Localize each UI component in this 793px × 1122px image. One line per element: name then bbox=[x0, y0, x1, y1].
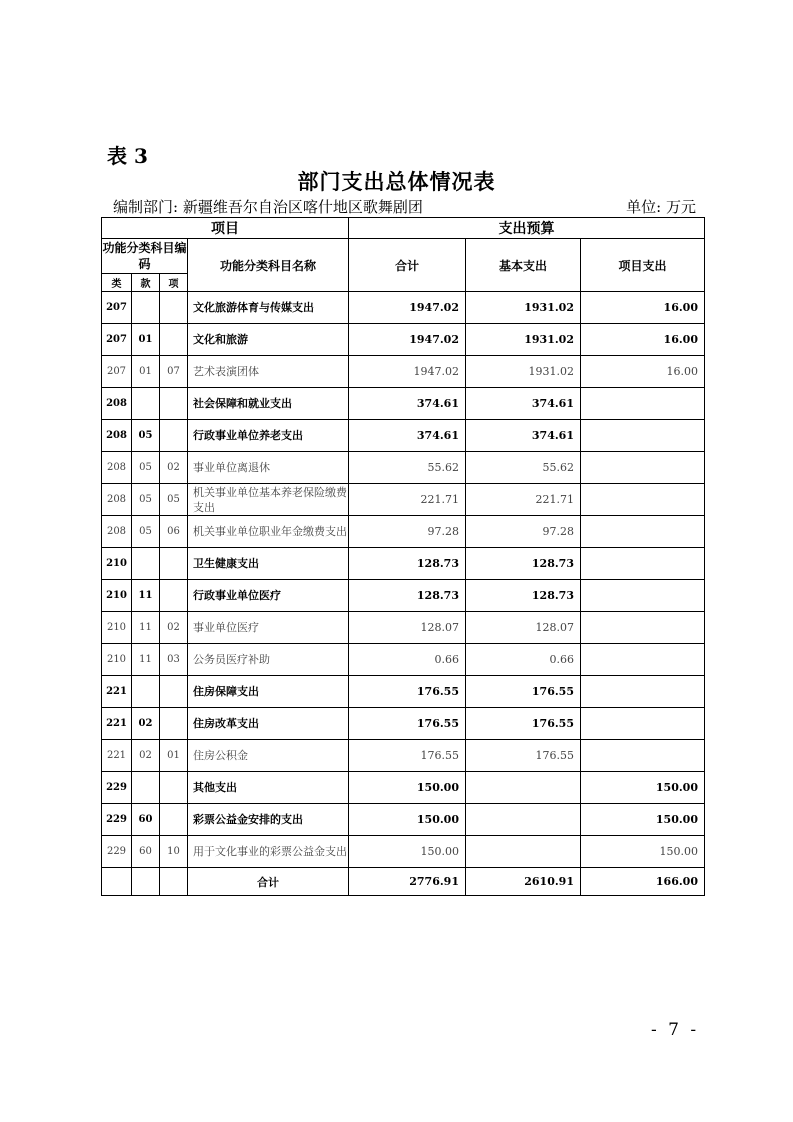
header-total-col: 合计 bbox=[349, 239, 466, 292]
basic-value bbox=[466, 804, 581, 836]
basic-value: 1931.02 bbox=[466, 292, 581, 324]
table-row bbox=[102, 452, 705, 484]
total-value: 150.00 bbox=[349, 804, 466, 836]
header-name-col: 功能分类科目名称 bbox=[188, 239, 349, 292]
total-value: 221.71 bbox=[349, 484, 466, 516]
code-kuan bbox=[132, 772, 160, 804]
project-value bbox=[581, 484, 705, 516]
table-row bbox=[102, 644, 705, 676]
total-value: 1947.02 bbox=[349, 324, 466, 356]
header-project: 项目 bbox=[102, 218, 349, 239]
basic-value: 176.55 bbox=[466, 708, 581, 740]
header-project-col: 项目支出 bbox=[581, 239, 705, 292]
basic-value bbox=[466, 836, 581, 868]
code-xiang: 02 bbox=[160, 452, 188, 484]
code-kuan: 11 bbox=[132, 612, 160, 644]
project-value bbox=[581, 708, 705, 740]
code-xiang bbox=[160, 676, 188, 708]
code-lei: 210 bbox=[102, 580, 132, 612]
department-label: 编制部门: 新疆维吾尔自治区喀什地区歌舞剧团 bbox=[113, 198, 423, 216]
code-kuan: 11 bbox=[132, 644, 160, 676]
basic-value: 176.55 bbox=[466, 740, 581, 772]
total-value: 128.73 bbox=[349, 580, 466, 612]
code-kuan: 05 bbox=[132, 420, 160, 452]
table-row bbox=[102, 612, 705, 644]
item-name: 彩票公益金安排的支出 bbox=[188, 804, 349, 836]
total-value: 55.62 bbox=[349, 452, 466, 484]
code-xiang: 10 bbox=[160, 836, 188, 868]
code-kuan: 01 bbox=[132, 324, 160, 356]
code-kuan: 01 bbox=[132, 356, 160, 388]
code-kuan bbox=[132, 292, 160, 324]
code-kuan: 05 bbox=[132, 484, 160, 516]
basic-value bbox=[466, 772, 581, 804]
total-value: 150.00 bbox=[349, 772, 466, 804]
total-value: 176.55 bbox=[349, 740, 466, 772]
item-name: 艺术表演团体 bbox=[188, 356, 349, 388]
code-xiang: 03 bbox=[160, 644, 188, 676]
code-lei: 208 bbox=[102, 452, 132, 484]
code-kuan bbox=[132, 388, 160, 420]
project-value bbox=[581, 612, 705, 644]
code-xiang bbox=[160, 868, 188, 896]
basic-value: 374.61 bbox=[466, 420, 581, 452]
code-xiang bbox=[160, 548, 188, 580]
project-value: 16.00 bbox=[581, 292, 705, 324]
code-xiang bbox=[160, 388, 188, 420]
item-name: 卫生健康支出 bbox=[188, 548, 349, 580]
code-xiang bbox=[160, 292, 188, 324]
code-lei: 210 bbox=[102, 612, 132, 644]
basic-value: 1931.02 bbox=[466, 356, 581, 388]
page-title: 部门支出总体情况表 bbox=[297, 169, 496, 194]
item-name: 社会保障和就业支出 bbox=[188, 388, 349, 420]
code-xiang: 07 bbox=[160, 356, 188, 388]
code-kuan: 60 bbox=[132, 804, 160, 836]
basic-value: 1931.02 bbox=[466, 324, 581, 356]
table-row bbox=[102, 676, 705, 708]
item-name: 用于文化事业的彩票公益金支出 bbox=[188, 836, 349, 868]
project-value bbox=[581, 388, 705, 420]
item-name: 住房改革支出 bbox=[188, 708, 349, 740]
code-kuan: 60 bbox=[132, 836, 160, 868]
table-row bbox=[102, 740, 705, 772]
code-lei: 208 bbox=[102, 388, 132, 420]
code-lei: 229 bbox=[102, 804, 132, 836]
header-budget: 支出预算 bbox=[349, 218, 705, 239]
item-name: 住房公积金 bbox=[188, 740, 349, 772]
basic-value: 128.07 bbox=[466, 612, 581, 644]
code-lei: 221 bbox=[102, 708, 132, 740]
code-xiang bbox=[160, 772, 188, 804]
project-value bbox=[581, 740, 705, 772]
unit-label: 单位: 万元 bbox=[626, 198, 696, 216]
project-value bbox=[581, 452, 705, 484]
item-name: 其他支出 bbox=[188, 772, 349, 804]
totals-project: 166.00 bbox=[581, 868, 705, 896]
code-kuan bbox=[132, 868, 160, 896]
code-kuan: 05 bbox=[132, 452, 160, 484]
expenditure-table bbox=[101, 217, 705, 896]
code-lei: 207 bbox=[102, 356, 132, 388]
item-name: 文化旅游体育与传媒支出 bbox=[188, 292, 349, 324]
totals-label: 合计 bbox=[188, 868, 349, 896]
item-name: 行政事业单位养老支出 bbox=[188, 420, 349, 452]
total-value: 150.00 bbox=[349, 836, 466, 868]
table-row bbox=[102, 708, 705, 740]
code-kuan: 11 bbox=[132, 580, 160, 612]
totals-basic: 2610.91 bbox=[466, 868, 581, 896]
table-label: 表 3 bbox=[107, 144, 148, 168]
project-value bbox=[581, 580, 705, 612]
basic-value: 128.73 bbox=[466, 548, 581, 580]
code-xiang: 02 bbox=[160, 612, 188, 644]
project-value bbox=[581, 516, 705, 548]
code-lei: 221 bbox=[102, 676, 132, 708]
code-lei: 229 bbox=[102, 836, 132, 868]
page-number: - 7 - bbox=[651, 1020, 700, 1040]
total-value: 128.73 bbox=[349, 548, 466, 580]
table-row bbox=[102, 356, 705, 388]
code-kuan bbox=[132, 548, 160, 580]
total-value: 1947.02 bbox=[349, 292, 466, 324]
basic-value: 0.66 bbox=[466, 644, 581, 676]
table-row bbox=[102, 516, 705, 548]
project-value bbox=[581, 676, 705, 708]
table-row bbox=[102, 388, 705, 420]
item-name: 事业单位离退休 bbox=[188, 452, 349, 484]
code-lei: 210 bbox=[102, 548, 132, 580]
total-value: 128.07 bbox=[349, 612, 466, 644]
item-name: 公务员医疗补助 bbox=[188, 644, 349, 676]
totals-row bbox=[102, 868, 705, 896]
project-value: 150.00 bbox=[581, 836, 705, 868]
project-value: 150.00 bbox=[581, 804, 705, 836]
table-row bbox=[102, 548, 705, 580]
code-xiang bbox=[160, 580, 188, 612]
total-value: 1947.02 bbox=[349, 356, 466, 388]
code-lei: 207 bbox=[102, 324, 132, 356]
table-row bbox=[102, 580, 705, 612]
basic-value: 374.61 bbox=[466, 388, 581, 420]
code-xiang bbox=[160, 324, 188, 356]
project-value bbox=[581, 548, 705, 580]
header-basic-col: 基本支出 bbox=[466, 239, 581, 292]
code-kuan: 05 bbox=[132, 516, 160, 548]
code-xiang bbox=[160, 420, 188, 452]
item-name: 机关事业单位职业年金缴费支出 bbox=[188, 516, 349, 548]
total-value: 97.28 bbox=[349, 516, 466, 548]
project-value: 16.00 bbox=[581, 356, 705, 388]
project-value bbox=[581, 420, 705, 452]
code-kuan bbox=[132, 676, 160, 708]
basic-value: 221.71 bbox=[466, 484, 581, 516]
code-xiang: 06 bbox=[160, 516, 188, 548]
header-kuan: 款 bbox=[132, 274, 160, 292]
code-lei: 208 bbox=[102, 420, 132, 452]
table-row bbox=[102, 484, 705, 516]
code-lei: 210 bbox=[102, 644, 132, 676]
code-lei bbox=[102, 868, 132, 896]
code-kuan: 02 bbox=[132, 740, 160, 772]
total-value: 176.55 bbox=[349, 676, 466, 708]
code-lei: 229 bbox=[102, 772, 132, 804]
basic-value: 97.28 bbox=[466, 516, 581, 548]
code-lei: 208 bbox=[102, 516, 132, 548]
basic-value: 55.62 bbox=[466, 452, 581, 484]
table-row bbox=[102, 324, 705, 356]
basic-value: 176.55 bbox=[466, 676, 581, 708]
item-name: 行政事业单位医疗 bbox=[188, 580, 349, 612]
header-xiang: 项 bbox=[160, 274, 188, 292]
project-value: 16.00 bbox=[581, 324, 705, 356]
total-value: 176.55 bbox=[349, 708, 466, 740]
code-kuan: 02 bbox=[132, 708, 160, 740]
code-xiang: 05 bbox=[160, 484, 188, 516]
total-value: 0.66 bbox=[349, 644, 466, 676]
project-value bbox=[581, 644, 705, 676]
code-xiang bbox=[160, 804, 188, 836]
project-value: 150.00 bbox=[581, 772, 705, 804]
table-row bbox=[102, 772, 705, 804]
header-code-group: 功能分类科目编码 bbox=[102, 239, 188, 274]
code-lei: 221 bbox=[102, 740, 132, 772]
header-lei: 类 bbox=[102, 274, 132, 292]
code-lei: 207 bbox=[102, 292, 132, 324]
code-lei: 208 bbox=[102, 484, 132, 516]
total-value: 374.61 bbox=[349, 388, 466, 420]
code-xiang: 01 bbox=[160, 740, 188, 772]
total-value: 374.61 bbox=[349, 420, 466, 452]
item-name: 文化和旅游 bbox=[188, 324, 349, 356]
table-row bbox=[102, 804, 705, 836]
item-name: 机关事业单位基本养老保险缴费支出 bbox=[188, 484, 349, 516]
table-row bbox=[102, 292, 705, 324]
table-row bbox=[102, 836, 705, 868]
basic-value: 128.73 bbox=[466, 580, 581, 612]
code-xiang bbox=[160, 708, 188, 740]
totals-total: 2776.91 bbox=[349, 868, 466, 896]
table-row bbox=[102, 420, 705, 452]
item-name: 事业单位医疗 bbox=[188, 612, 349, 644]
item-name: 住房保障支出 bbox=[188, 676, 349, 708]
